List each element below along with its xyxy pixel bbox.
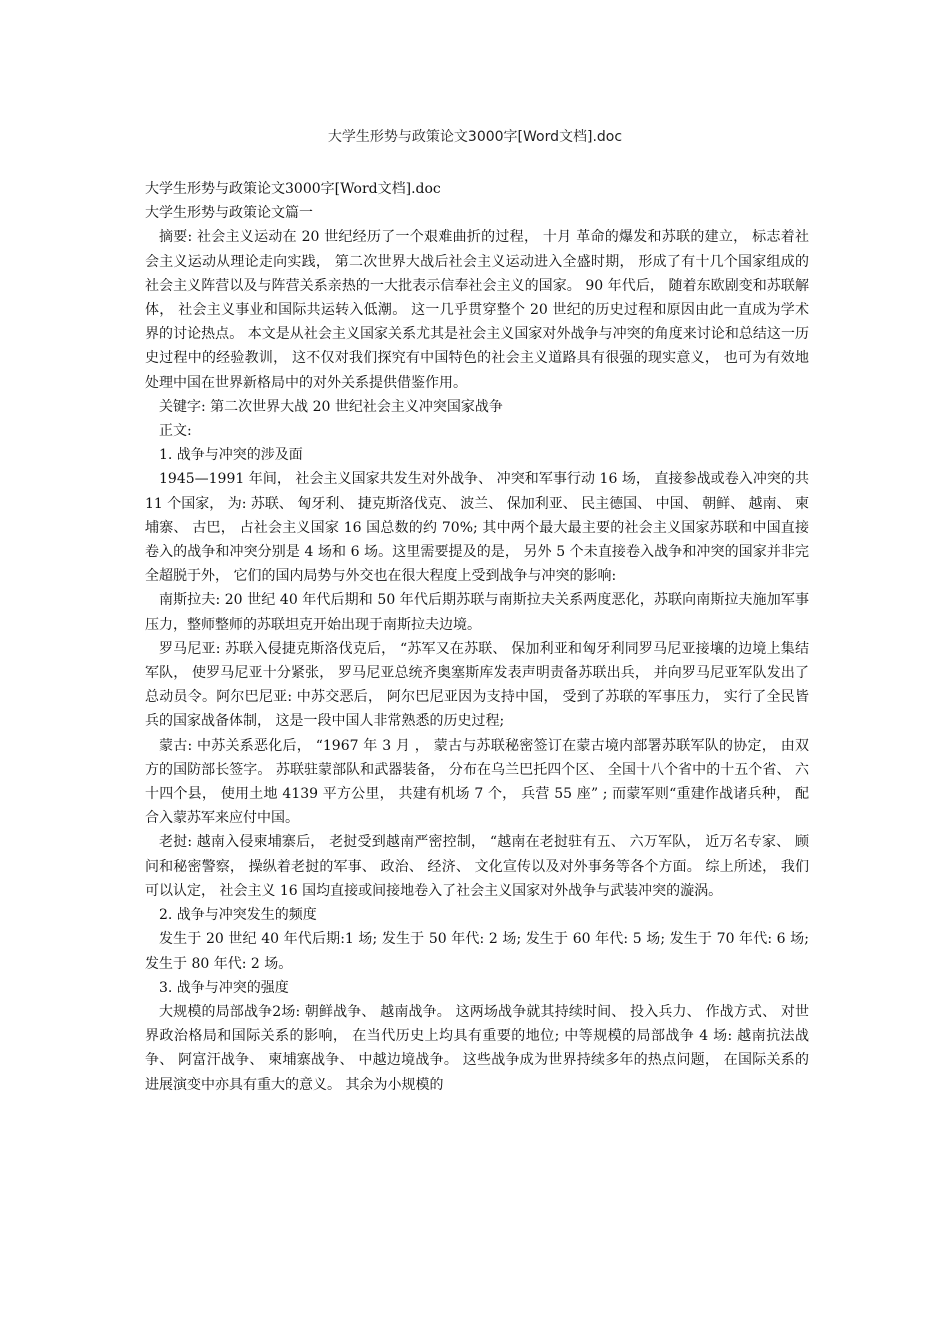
- section-title: 大学生形势与政策论文篇一: [145, 205, 313, 222]
- paragraph-romania: 罗马尼亚: 苏联入侵捷克斯洛伐克后， “苏军又在苏联、 保加利亚和匈牙利同罗马尼亚接壤的边境上集结军队， 使罗马尼亚十分紧张， 罗马尼亚总统齐奥塞斯库发表声明责备苏联出兵， 并向罗马尼亚军队发出了总动员令。阿尔巴尼亚: 中苏交恶后， 阿尔巴尼亚因为支持中国， 受到了苏联的军事压力， 实行了全民皆兵的国家战备体制， 这是一段中国人非常熟悉的历史过程;: [145, 640, 809, 730]
- paragraph-laos: 老挝: 越南入侵柬埔寨后， 老挝受到越南严密控制， “越南在老挝驻有五、 六万军队， 近万名专家、 顾问和秘密警察， 操纵着老挝的军事、 政治、 经济、 文化宣传以及对外事务等各个方面。 综上所述， 我们可以认定， 社会主义 16 国均直接或间接地卷入了社会主义国家对外战争与武装冲突的漩涡。: [145, 834, 809, 899]
- heading-2: 2. 战争与冲突发生的频度: [159, 907, 317, 924]
- paragraph-yugoslavia: 南斯拉夫: 20 世纪 40 年代后期和 50 年代后期苏联与南斯拉夫关系两度恶化，苏联向南斯拉夫施加军事压力，整师整师的苏联坦克开始出现于南斯拉夫边境。: [145, 592, 809, 633]
- page-header-title: 大学生形势与政策论文3000字[Word文档].doc: [327, 129, 623, 145]
- heading-1: 1. 战争与冲突的涉及面: [159, 447, 303, 464]
- paragraph-frequency: 发生于 20 世纪 40 年代后期:1 场; 发生于 50 年代: 2 场; 发生于 60 年代: 5 场; 发生于 70 年代: 6 场; 发生于 80 年代: 2 场。: [145, 931, 809, 972]
- doc-title: 大学生形势与政策论文3000字[Word文档].doc: [145, 181, 441, 197]
- heading-3: 3. 战争与冲突的强度: [159, 979, 289, 996]
- document-body: [145, 177, 809, 1097]
- abstract-paragraph: 摘要: 社会主义运动在 20 世纪经历了一个艰难曲折的过程， 十月 革命的爆发和苏联的建立， 标志着社会主义运动从理论走向实践， 第二次世界大战后社会主义运动进入全盛时期， 形成了有十几个国家组成的社会主义阵营以及与阵营关系亲热的一大批表示信奉社会主义的国家。 90 年代后， 随着东欧剧变和苏联解体， 社会主义事业和国际共运转入低潮。 这一几乎贯穿整个 20 世纪的历史过程和原因由此一直成为学术界的讨论热点。 本文是从社会主义国家关系尤其是社会主义国家对外战争与冲突的角度来讨论和总结这一历史过程中的经验教训， 这不仅对我们探究有中国特色的社会主义道路具有很强的现实意义， 也可为有效地处理中国在世界新格局中的对外关系提供借鉴作用。: [145, 229, 809, 391]
- paragraph-intensity: 大规模的局部战争2场: 朝鲜战争、 越南战争。 这两场战争就其持续时间、 投入兵力、 作战方式、 对世界政治格局和国际关系的影响， 在当代历史上均具有重要的地位; 中等规模的局部战争 4 场: 越南抗法战争、 阿富汗战争、 柬埔寨战争、 中越边境战争。 这些战争成为世界持续多年的热点问题， 在国际关系的进展演变中亦具有重大的意义。 其余为小规模的: [145, 1003, 809, 1093]
- keywords-paragraph: 关键字: 第二次世界大战 20 世纪社会主义冲突国家战争: [159, 398, 503, 415]
- paragraph-mongolia: 蒙古: 中苏关系恶化后， “1967 年 3 月 ， 蒙古与苏联秘密签订在蒙古境内部署苏联军队的协定， 由双方的国防部长签字。 苏联驻蒙部队和武器装备， 分布在乌兰巴托四个区、 全国十八个省中的十五个省、 六十四个县， 使用土地 4139 平方公里， 共建有机场 7 个， 兵营 55 座” ; 而蒙军则“重建作战诸兵种， 配合入蒙苏军来应付中国。: [145, 737, 809, 827]
- paragraph-scope: 1945—1991 年间， 社会主义国家共发生对外战争、 冲突和军事行动 16 场， 直接参战或卷入冲突的共 11 个国家， 为: 苏联、 匈牙利、 捷克斯洛伐克、 波兰、 保加利亚、 民主德国、 中国、 朝鲜、 越南、 柬埔寨、 古巴， 占社会主义国家 16 国总数的约 70%; 其中两个最大最主要的社会主义国家苏联和中国直接卷入的战争和冲突分别是 4 场和 6 场。这里需要提及的是， 另外 5 个未直接卷入战争和冲突的国家并非完全超脱于外， 它们的国内局势与外交也在很大程度上受到战争与冲突的影响:: [145, 471, 809, 585]
- body-label: 正文:: [159, 423, 192, 440]
